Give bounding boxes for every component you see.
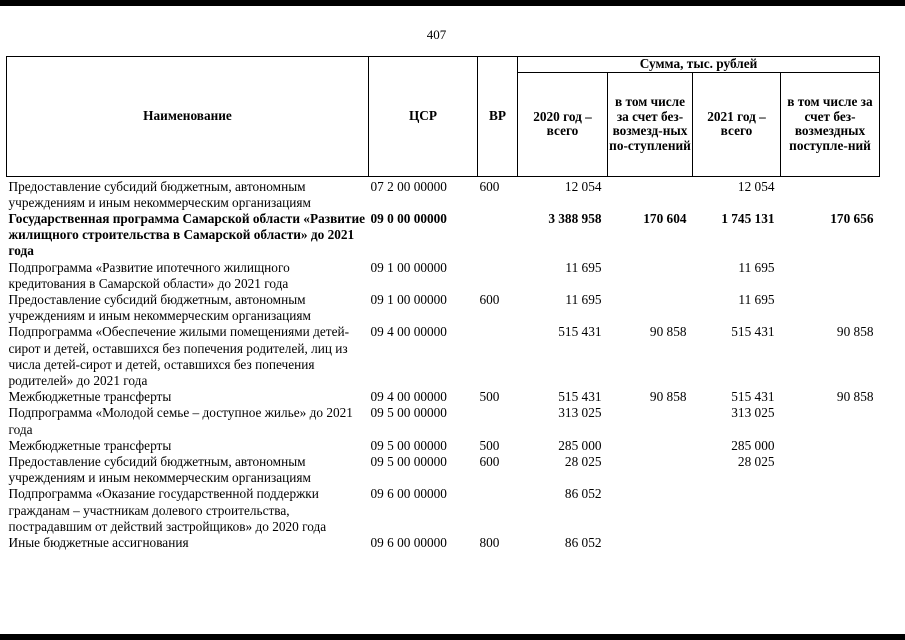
cell-2020-total: 3 388 958 bbox=[548, 210, 602, 226]
table-row bbox=[7, 324, 880, 389]
cell-2021-total: 11 695 bbox=[738, 291, 775, 307]
table-row bbox=[7, 211, 880, 260]
cell-csr: 09 0 00 00000 bbox=[370, 210, 447, 226]
cell-name: Межбюджетные трансферты bbox=[8, 437, 172, 453]
cell-vr: 600 bbox=[479, 178, 500, 194]
cell-2020-gratuitous bbox=[608, 535, 693, 551]
cell-2020-total: 86 052 bbox=[564, 486, 602, 502]
cell-2020-gratuitous bbox=[608, 486, 693, 535]
cell-2020-gratuitous: 90 858 bbox=[649, 389, 687, 405]
cell-2021-gratuitous: 90 858 bbox=[836, 324, 874, 340]
cell-name: Межбюджетные трансферты bbox=[8, 389, 172, 405]
cell-name: Иные бюджетные ассигнования bbox=[8, 534, 189, 550]
cell-vr: 600 bbox=[479, 291, 500, 307]
cell-name: Предоставление субсидий бюджетным, автономным учреждениям и иным некоммерческим организациям bbox=[8, 291, 311, 324]
cell-2020-total: 515 431 bbox=[558, 389, 602, 405]
table-row bbox=[7, 389, 880, 405]
header-vr: ВР bbox=[478, 57, 518, 177]
cell-2021-total: 12 054 bbox=[737, 178, 775, 194]
header-2021-gratuitous: в том числе за счет без-возмездных поступле-ний bbox=[781, 72, 880, 176]
cell-2020-gratuitous bbox=[608, 292, 693, 324]
cell-2021-total bbox=[693, 486, 781, 535]
cell-2021-gratuitous: 170 656 bbox=[830, 210, 874, 226]
cell-2021-total: 28 025 bbox=[737, 453, 775, 469]
cell-csr: 09 5 00 00000 bbox=[370, 453, 447, 469]
cell-2021-gratuitous bbox=[781, 176, 880, 211]
cell-name: Подпрограмма «Обеспечение жилыми помещениями детей-сирот и детей, оставшихся без попечения родителей, лиц из числа детей-сирот и детей, оставшихся без попечения родителей» до 2021 года bbox=[8, 324, 350, 388]
cell-2021-total: 313 025 bbox=[731, 405, 775, 421]
cell-2020-gratuitous bbox=[608, 454, 693, 486]
cell-2020-total: 515 431 bbox=[558, 324, 602, 340]
header-2020-total: 2020 год – всего bbox=[518, 72, 608, 176]
cell-2021-gratuitous bbox=[781, 438, 880, 454]
cell-2021-total: 11 695 bbox=[738, 259, 775, 275]
table-row bbox=[7, 454, 880, 486]
cell-csr: 09 1 00 00000 bbox=[370, 291, 447, 307]
cell-2020-gratuitous: 90 858 bbox=[649, 324, 687, 340]
cell-name: Предоставление субсидий бюджетным, автономным учреждениям и иным некоммерческим организациям bbox=[8, 453, 311, 486]
top-border bbox=[0, 0, 905, 6]
cell-2021-gratuitous bbox=[781, 535, 880, 551]
cell-2020-total: 285 000 bbox=[558, 437, 602, 453]
cell-2021-total: 515 431 bbox=[731, 324, 775, 340]
cell-2021-total: 285 000 bbox=[731, 437, 775, 453]
table-row bbox=[7, 535, 880, 551]
cell-2020-gratuitous: 170 604 bbox=[643, 210, 687, 226]
header-csr: ЦСР bbox=[369, 57, 478, 177]
table-row bbox=[7, 176, 880, 211]
table-row bbox=[7, 292, 880, 324]
cell-csr: 09 1 00 00000 bbox=[370, 259, 447, 275]
cell-vr: 600 bbox=[479, 453, 500, 469]
table-row bbox=[7, 438, 880, 454]
table-header bbox=[7, 57, 880, 177]
cell-2021-gratuitous bbox=[781, 454, 880, 486]
table-row bbox=[7, 260, 880, 292]
cell-csr: 09 4 00 00000 bbox=[370, 324, 447, 340]
cell-vr bbox=[478, 405, 518, 437]
header-sum-group: Сумма, тыс. рублей bbox=[518, 57, 880, 73]
cell-vr bbox=[478, 211, 518, 260]
cell-2020-total: 11 695 bbox=[565, 291, 602, 307]
cell-2020-gratuitous bbox=[608, 438, 693, 454]
header-name: Наименование bbox=[7, 57, 369, 177]
cell-name: Предоставление субсидий бюджетным, автономным учреждениям и иным некоммерческим организациям bbox=[8, 178, 311, 210]
cell-2020-gratuitous bbox=[608, 405, 693, 437]
cell-2020-total: 12 054 bbox=[564, 178, 602, 194]
cell-csr: 09 5 00 00000 bbox=[370, 405, 447, 421]
cell-csr: 09 5 00 00000 bbox=[370, 437, 447, 453]
bottom-border bbox=[0, 634, 905, 640]
cell-vr bbox=[478, 486, 518, 535]
cell-csr: 09 4 00 00000 bbox=[370, 389, 447, 405]
cell-2020-total: 28 025 bbox=[564, 453, 602, 469]
table-row bbox=[7, 486, 880, 535]
cell-2021-total: 515 431 bbox=[731, 389, 775, 405]
cell-2021-gratuitous bbox=[781, 292, 880, 324]
cell-vr: 500 bbox=[479, 389, 500, 405]
budget-table bbox=[6, 56, 880, 551]
cell-2021-gratuitous: 90 858 bbox=[836, 389, 874, 405]
cell-2021-gratuitous bbox=[781, 405, 880, 437]
cell-2021-total: 1 745 131 bbox=[721, 210, 775, 226]
cell-name: Подпрограмма «Оказание государственной поддержки гражданам – участникам долевого строительства, пострадавшим от действий застройщиков» до 2020 года bbox=[8, 486, 327, 534]
cell-vr: 800 bbox=[479, 534, 500, 550]
cell-vr bbox=[478, 260, 518, 292]
cell-2020-gratuitous bbox=[608, 260, 693, 292]
cell-vr bbox=[478, 324, 518, 389]
header-2020-gratuitous: в том числе за счет без-возмезд-ных по-ступлений bbox=[608, 72, 693, 176]
header-2021-total: 2021 год – всего bbox=[693, 72, 781, 176]
cell-2021-gratuitous bbox=[781, 260, 880, 292]
cell-csr: 09 6 00 00000 bbox=[370, 486, 447, 502]
cell-vr: 500 bbox=[479, 437, 500, 453]
cell-name: Подпрограмма «Развитие ипотечного жилищного кредитования в Самарской области» до 2021 года bbox=[8, 259, 290, 291]
cell-csr: 09 6 00 00000 bbox=[370, 534, 447, 550]
page-number: 407 bbox=[426, 27, 447, 42]
cell-2021-total bbox=[693, 535, 781, 551]
cell-2020-total: 313 025 bbox=[558, 405, 602, 421]
cell-2020-total: 86 052 bbox=[564, 534, 602, 550]
cell-2020-total: 11 695 bbox=[565, 259, 602, 275]
cell-name: Государственная программа Самарской области «Развитие жилищного строительства в Самарской области» до 2021 года bbox=[8, 210, 366, 259]
cell-2021-gratuitous bbox=[781, 486, 880, 535]
cell-2020-gratuitous bbox=[608, 176, 693, 211]
cell-name: Подпрограмма «Молодой семье – доступное жилье» до 2021 года bbox=[8, 405, 353, 437]
table-row bbox=[7, 405, 880, 437]
cell-csr: 07 2 00 00000 bbox=[370, 178, 447, 194]
table-body bbox=[7, 176, 880, 551]
